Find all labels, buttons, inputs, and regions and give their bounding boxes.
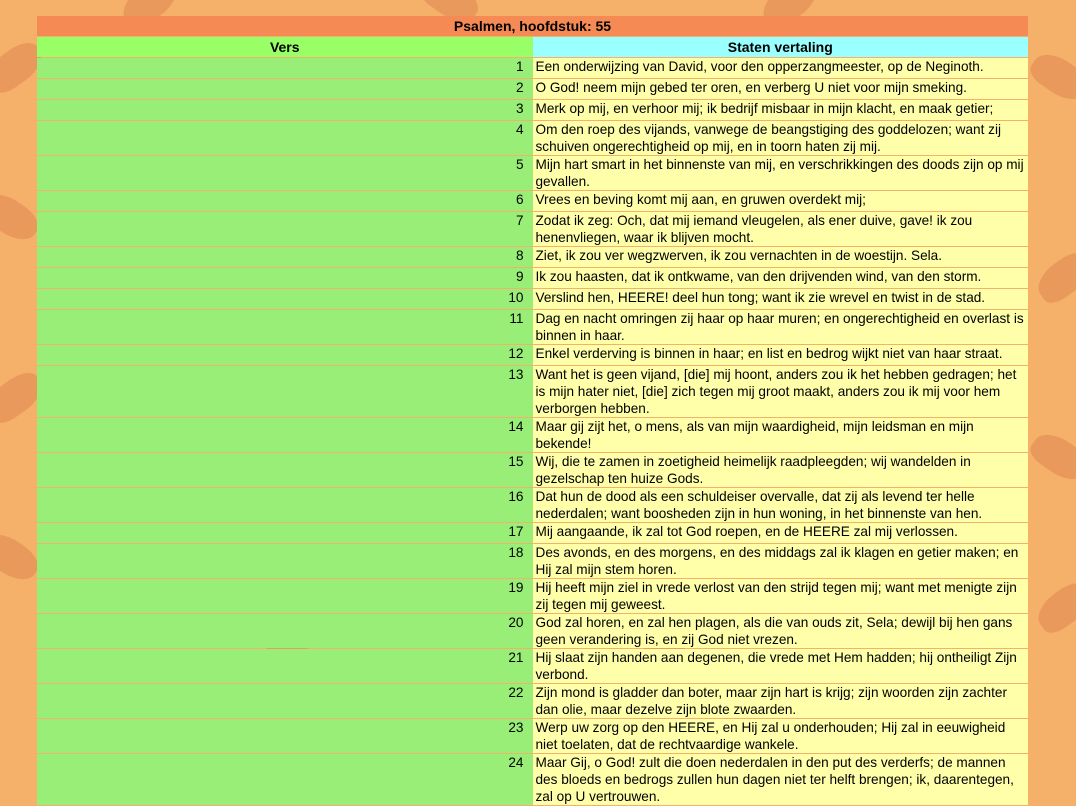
- verse-number: 15: [37, 453, 533, 487]
- verse-row: [37, 453, 1028, 487]
- verse-number: 12: [37, 345, 533, 365]
- verse-row: [37, 754, 1028, 805]
- verse-row: [37, 614, 1028, 648]
- verse-number: 8: [37, 247, 533, 267]
- verse-text: O God! neem mijn gebed ter oren, en verberg U niet voor mijn smeking.: [533, 79, 1029, 99]
- verse-text: Maar Gij, o God! zult die doen nederdalen in den put des verderfs; de mannen des bloeds en bedrogs zullen hun dagen niet ter helft brengen; ik, daarentegen, zal op U vertrouwen.: [533, 754, 1029, 805]
- verse-row: [37, 418, 1028, 452]
- verse-number: 14: [37, 418, 533, 452]
- verse-text: Zijn mond is gladder dan boter, maar zijn hart is krijg; zijn woorden zijn zachter dan olie, maar dezelve zijn blote zwaarden.: [533, 684, 1029, 718]
- verse-text: Werp uw zorg op den HEERE, en Hij zal u onderhouden; Hij zal in eeuwigheid niet toelaten, dat de rechtvaardige wankele.: [533, 719, 1029, 753]
- verse-row: [37, 719, 1028, 753]
- verse-number: 21: [37, 649, 533, 683]
- verse-row: [37, 684, 1028, 718]
- title-row: [37, 16, 1028, 36]
- chapter-table: [37, 15, 1028, 806]
- verse-row: [37, 58, 1028, 78]
- verse-number: 17: [37, 523, 533, 543]
- verse-number: 5: [37, 156, 533, 190]
- verse-text: Hij slaat zijn handen aan degenen, die vrede met Hem hadden; hij ontheiligt Zijn verbond.: [533, 649, 1029, 683]
- verse-number: 7: [37, 212, 533, 246]
- verse-text: Vrees en beving komt mij aan, en gruwen overdekt mij;: [533, 191, 1029, 211]
- chapter-title: Psalmen, hoofdstuk: 55: [37, 16, 1028, 36]
- verse-row: [37, 247, 1028, 267]
- verse-number: 4: [37, 121, 533, 155]
- verse-text: Des avonds, en des morgens, en des middags zal ik klagen en getier maken; en Hij zal mijn stem horen.: [533, 544, 1029, 578]
- verse-text: Mij aangaande, ik zal tot God roepen, en de HEERE zal mij verlossen.: [533, 523, 1029, 543]
- verse-text: Maar gij zijt het, o mens, als van mijn waardigheid, mijn leidsman en mijn bekende!: [533, 418, 1029, 452]
- verse-row: [37, 212, 1028, 246]
- vers-header: Vers: [37, 37, 533, 57]
- verse-number: 3: [37, 100, 533, 120]
- verse-text: Ziet, ik zou ver wegzwerven, ik zou vernachten in de woestijn. Sela.: [533, 247, 1029, 267]
- verse-number: 18: [37, 544, 533, 578]
- verse-number: 22: [37, 684, 533, 718]
- verse-text: God zal horen, en zal hen plagen, als die van ouds zit, Sela; dewijl bij hen gans geen verandering is, en zij God niet vrezen.: [533, 614, 1029, 648]
- verse-row: [37, 191, 1028, 211]
- verse-row: [37, 649, 1028, 683]
- verse-row: [37, 345, 1028, 365]
- verse-number: 16: [37, 488, 533, 522]
- verse-list: [37, 58, 1028, 805]
- verse-number: 9: [37, 268, 533, 288]
- verse-text: Dag en nacht omringen zij haar op haar muren; en ongerechtigheid en overlast is binnen in haar.: [533, 310, 1029, 344]
- verse-number: 1: [37, 58, 533, 78]
- verse-number: 10: [37, 289, 533, 309]
- verse-number: 24: [37, 754, 533, 805]
- verse-text: Wij, die te zamen in zoetigheid heimelijk raadpleegden; wij wandelden in gezelschap ten huize Gods.: [533, 453, 1029, 487]
- verse-row: [37, 156, 1028, 190]
- verse-number: 13: [37, 366, 533, 417]
- verse-text: Want het is geen vijand, [die] mij hoont, anders zou ik het hebben gedragen; het is mijn hater niet, [die] zich tegen mij groot maakt, anders zou ik mij voor hem verborgen hebben.: [533, 366, 1029, 417]
- verse-row: [37, 544, 1028, 578]
- verse-number: 2: [37, 79, 533, 99]
- verse-number: 23: [37, 719, 533, 753]
- verse-text: Ik zou haasten, dat ik ontkwame, van den drijvenden wind, van den storm.: [533, 268, 1029, 288]
- verse-text: Enkel verderving is binnen in haar; en list en bedrog wijkt niet van haar straat.: [533, 345, 1029, 365]
- verse-row: [37, 100, 1028, 120]
- verse-row: [37, 268, 1028, 288]
- verse-text: Zodat ik zeg: Och, dat mij iemand vleugelen, als ener duive, gave! ik zou henenvliegen, waar ik blijven mocht.: [533, 212, 1029, 246]
- verse-number: 20: [37, 614, 533, 648]
- verse-row: [37, 289, 1028, 309]
- verse-number: 6: [37, 191, 533, 211]
- verse-text: Een onderwijzing van David, voor den opperzangmeester, op de Neginoth.: [533, 58, 1029, 78]
- verse-row: [37, 488, 1028, 522]
- verse-text: Dat hun de dood als een schuldeiser overvalle, dat zij als levend ter helle nederdalen; want boosheden zijn in hun woning, in het binnenste van hen.: [533, 488, 1029, 522]
- verse-text: Mijn hart smart in het binnenste van mij, en verschrikkingen des doods zijn op mij gevallen.: [533, 156, 1029, 190]
- verse-text: Hij heeft mijn ziel in vrede verlost van den strijd tegen mij; want met menigte zijn zij tegen mij geweest.: [533, 579, 1029, 613]
- verse-text: Om den roep des vijands, vanwege de beangstiging des goddelozen; want zij schuiven ongerechtigheid op mij, en in toorn haten zij mij.: [533, 121, 1029, 155]
- verse-row: [37, 366, 1028, 417]
- verse-row: [37, 310, 1028, 344]
- verse-row: [37, 121, 1028, 155]
- verse-number: 11: [37, 310, 533, 344]
- verse-row: [37, 79, 1028, 99]
- verse-text: Merk op mij, en verhoor mij; ik bedrijf misbaar in mijn klacht, en maak getier;: [533, 100, 1029, 120]
- header-row: [37, 37, 1028, 57]
- translation-header: Staten vertaling: [533, 37, 1029, 57]
- verse-text: Verslind hen, HEERE! deel hun tong; want ik zie wrevel en twist in de stad.: [533, 289, 1029, 309]
- verse-row: [37, 523, 1028, 543]
- verse-row: [37, 579, 1028, 613]
- verse-number: 19: [37, 579, 533, 613]
